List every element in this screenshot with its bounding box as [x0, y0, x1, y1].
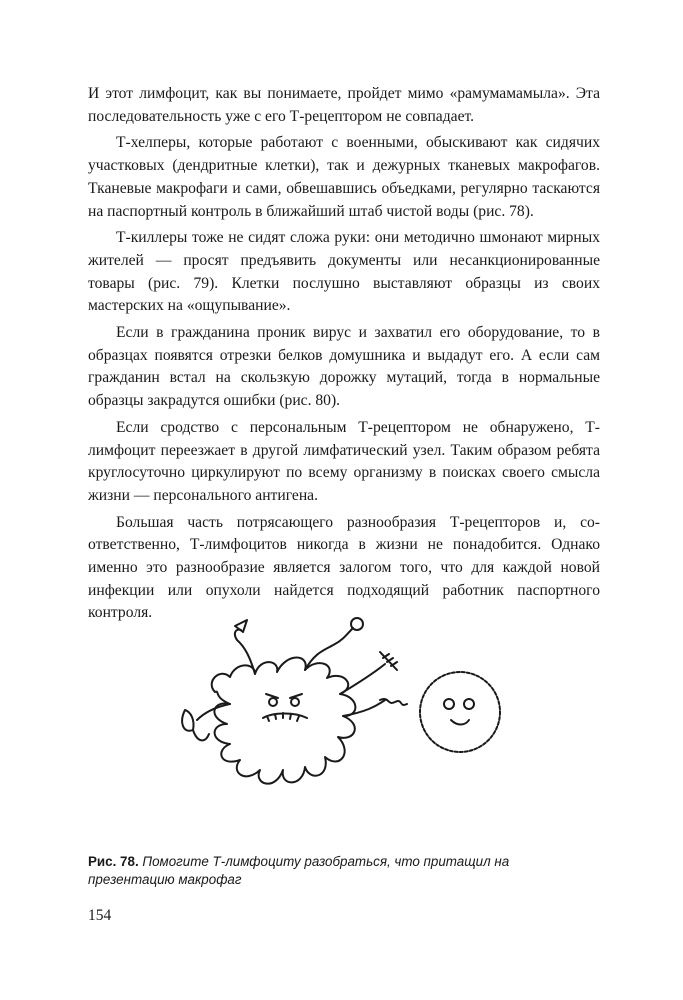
- paragraph: Большая часть потрясающего разнообразия Т-рецепторов и, соответственно, Т-лимфоцитов никогда в жизни не понадобится. Однако именно это разнообразие является залогом того, что для каждой новой инфекции или опухоли найдется подходящий работник паспортного контроля.: [88, 513, 600, 622]
- paragraph: Т-хелперы, которые работают с военными, обыскивают как сидячих участковых (дендритные клетки), так и дежурных тканевых макрофагов. Тканевые макрофаги и сами, обвешавшись объедками, регулярно таскаются на паспортный контроль в ближайший штаб чистой воды (рис. 78).: [88, 134, 600, 220]
- paragraph: Если сродство с персональным Т-рецептором не обнаружено, Т-лимфоцит переезжает в другой лимфатический узел. Таким образом ребята круглосуточно циркулируют по всему организму в поисках своего смысла жизни — персонального антигена.: [88, 418, 600, 504]
- page-number: 154: [88, 907, 112, 924]
- lymphocyte-mouth: [451, 720, 469, 725]
- macrophage-eye-left: [269, 698, 277, 706]
- paragraph: И этот лимфоцит, как вы понимаете, пройдет мимо «рамумамамыла». Эта последовательность уже с его Т-рецептором не совпадает.: [88, 85, 600, 125]
- figure-illustration: [175, 612, 525, 842]
- tentacle-right-low: [343, 700, 385, 716]
- paragraph: Если в гражданина проник вирус и захватил его оборудование, то в образцах появятся отрезки белков домушника и выдадут его. А если сам гражданин встал на скользкую дорожку мутаций, тогда в нормальные образцы закрадутся ошибки (рис. 80).: [88, 324, 600, 410]
- macrophage-mouth: [263, 713, 307, 721]
- figure-caption: [88, 853, 588, 889]
- fishbone-icon: [380, 652, 397, 670]
- paragraph: Т-киллеры тоже не сидят сложа руки: они методично шмонают мирных жителей — просят предъявить документы или несанкционированные товары (рис. 79). Клетки послушно выставляют образцы из своих мастерских на «ощупывание».: [88, 229, 600, 315]
- macrophage-eye-right: [291, 698, 299, 706]
- lymphocyte-eye-left: [444, 699, 454, 709]
- spring-icon: [380, 699, 407, 705]
- lymphocyte-eye-right: [464, 699, 474, 709]
- lymphocyte-body: [420, 672, 500, 752]
- caption-label: Рис. 78.: [88, 854, 139, 869]
- macrophage-body: [212, 658, 356, 784]
- eyeball-icon: [351, 618, 363, 630]
- macrophage-lymphocyte-drawing: [175, 612, 525, 842]
- caption-text: Помогите Т-лимфоциту разобраться, что притащил на презентацию макрофаг: [88, 854, 510, 887]
- body-text: [88, 83, 600, 629]
